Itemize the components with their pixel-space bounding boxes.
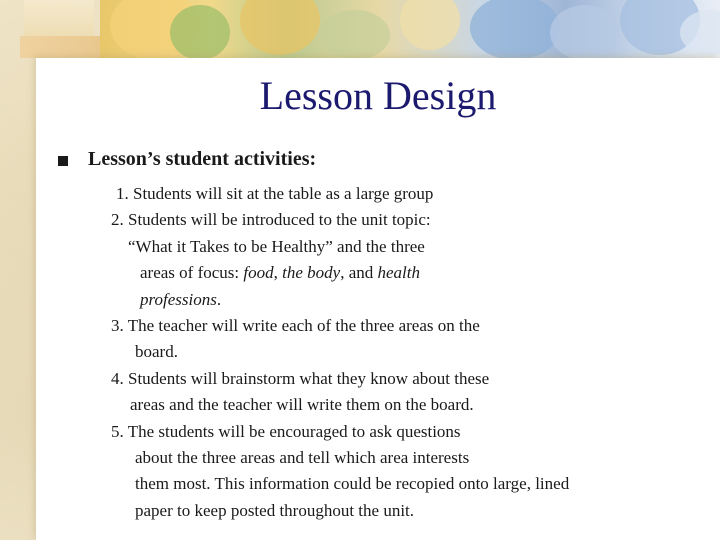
decorative-strip (20, 36, 100, 58)
topic-body: the body (282, 263, 341, 282)
activity-line-8: 4. Students will brainstorm what they know about these (111, 369, 490, 388)
decorative-corner (24, 0, 94, 36)
activity-line-13: paper to keep posted throughout the unit. (135, 501, 415, 520)
floral-banner (100, 0, 720, 58)
activity-line-11: about the three areas and tell which area interests (135, 448, 470, 467)
square-bullet-icon (58, 156, 68, 166)
activity-line-3: “What it Takes to be Healthy” and the three (128, 237, 425, 256)
line-text: . (216, 290, 222, 309)
line-text: , and (340, 263, 378, 282)
activity-line-2: 2. Students will be introduced to the unit topic: (111, 210, 431, 229)
activity-line-5 (140, 290, 221, 310)
activity-line-10: 5. The students will be encouraged to ask questions (111, 422, 461, 441)
activity-line-6: 3. The teacher will write each of the three areas on the (111, 316, 480, 335)
line-text: , (273, 263, 283, 282)
topic-professions: professions (140, 290, 217, 309)
activity-line-7: board. (135, 342, 178, 361)
activity-line-12: them most. This information could be recopied onto large, lined (135, 474, 570, 493)
slide-title: Lesson Design (259, 73, 497, 118)
activity-line-1: 1. Students will sit at the table as a large group (116, 184, 434, 203)
topic-food: food (243, 263, 274, 282)
bullet-heading: Lesson’s student activities: (88, 148, 317, 170)
activity-line-9: areas and the teacher will write them on the board. (130, 395, 474, 414)
activity-line-4 (140, 263, 420, 283)
topic-health: health (377, 263, 420, 282)
line-text: areas of focus: (140, 263, 244, 282)
